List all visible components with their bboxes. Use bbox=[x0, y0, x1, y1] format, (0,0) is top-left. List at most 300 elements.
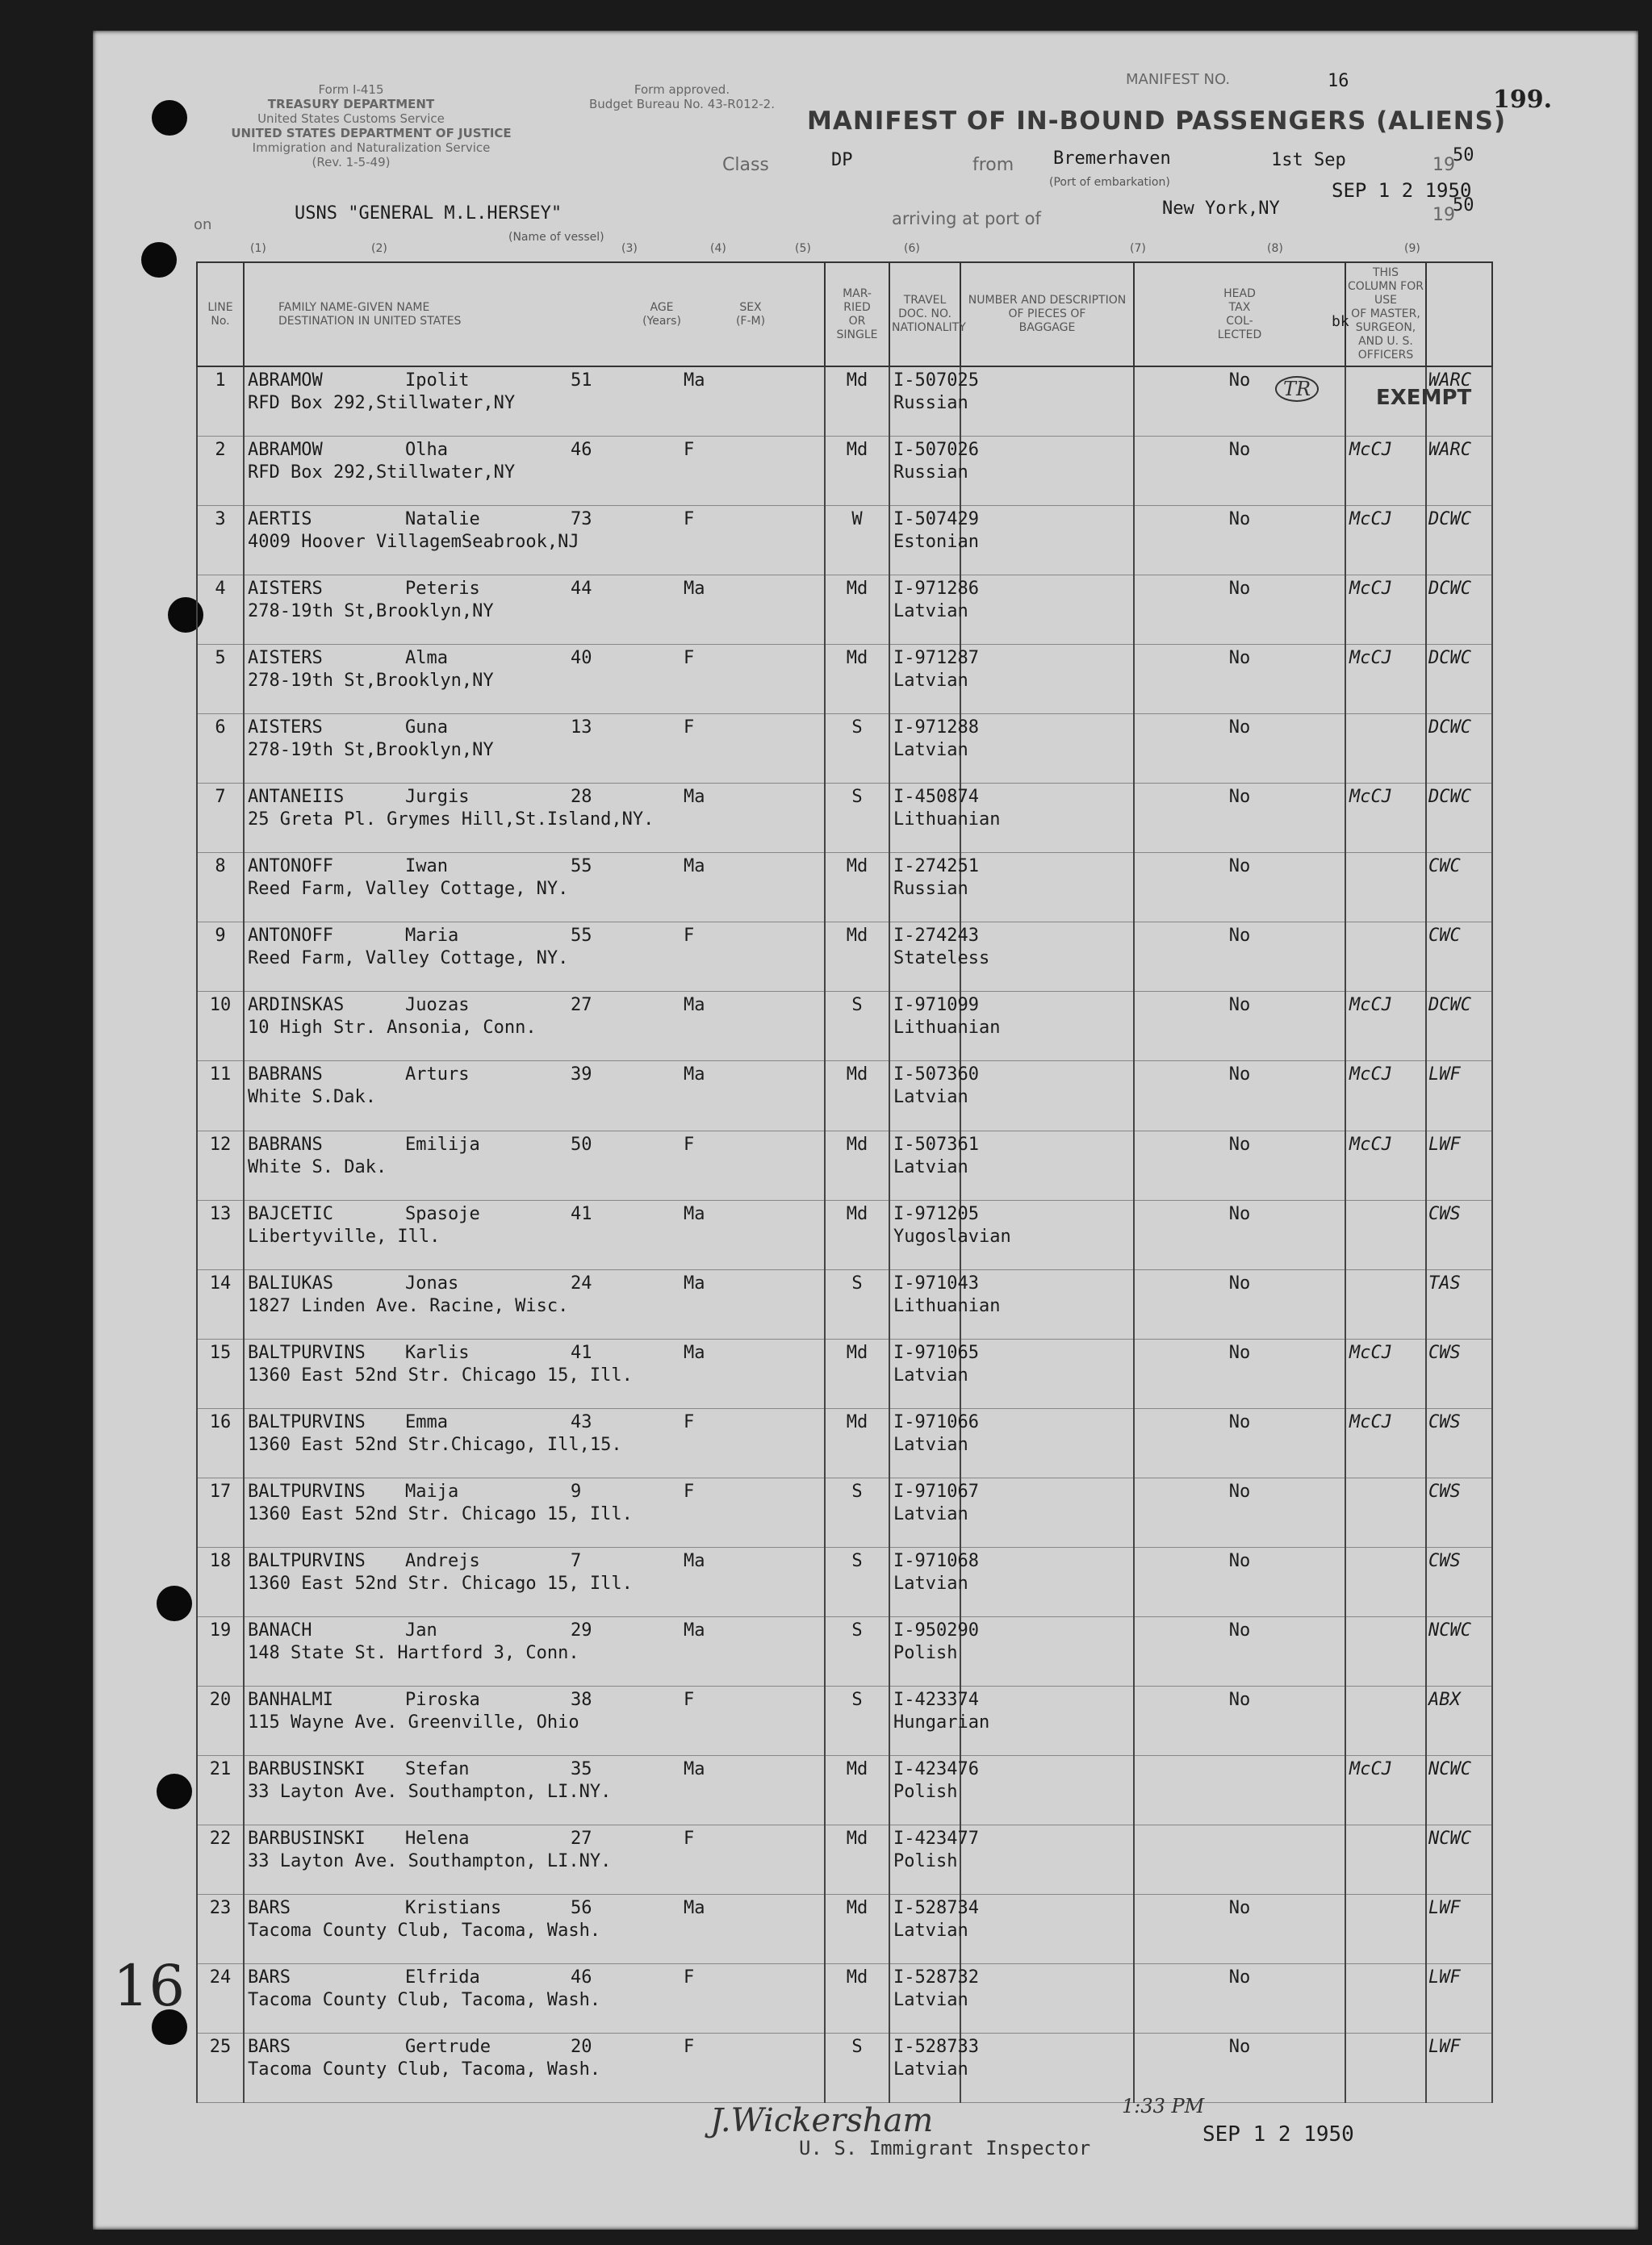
officer-initials bbox=[1345, 1616, 1426, 1686]
travel-doc-no: I-971065 bbox=[893, 1342, 979, 1363]
marital-status: Md bbox=[825, 575, 889, 645]
destination: White S.Dak. bbox=[248, 1087, 376, 1108]
passenger-cell bbox=[244, 575, 825, 645]
nationality: Latvian bbox=[893, 1434, 968, 1455]
col-number: (3) bbox=[621, 242, 638, 255]
head-tax: No bbox=[1134, 1131, 1345, 1200]
line-number: 13 bbox=[197, 1200, 244, 1269]
binder-hole bbox=[157, 1774, 192, 1809]
passenger-cell bbox=[244, 366, 825, 437]
travel-doc-cell bbox=[889, 1963, 979, 2033]
family-name: BARBUSINSKI bbox=[248, 1828, 366, 1849]
nationality: Latvian bbox=[893, 1087, 968, 1108]
destination: 115 Wayne Ave. Greenville, Ohio bbox=[248, 1712, 579, 1733]
marital-status: Md bbox=[825, 1200, 889, 1269]
nationality: Stateless bbox=[893, 948, 990, 969]
officer-initials bbox=[1345, 853, 1426, 922]
nationality: Yugoslavian bbox=[893, 1226, 1011, 1247]
sex: F bbox=[684, 1481, 695, 1502]
agency-code: DCWC bbox=[1426, 575, 1492, 645]
destination: 278-19th St,Brooklyn,NY bbox=[248, 601, 494, 622]
officer-initials bbox=[1345, 1894, 1426, 1963]
nationality: Latvian bbox=[893, 1989, 968, 2010]
destination: 33 Layton Ave. Southampton, LI.NY. bbox=[248, 1781, 612, 1802]
destination: 4009 Hoover VillagemSeabrook,NJ bbox=[248, 532, 579, 553]
travel-doc-cell bbox=[889, 1894, 979, 1963]
travel-doc-no: I-971067 bbox=[893, 1481, 979, 1502]
col-line: LINE No. bbox=[197, 262, 244, 366]
marital-status: S bbox=[825, 1547, 889, 1616]
nationality: Russian bbox=[893, 393, 968, 413]
age: 35 bbox=[571, 1758, 592, 1779]
table-row bbox=[197, 1339, 1492, 1408]
sex: F bbox=[684, 1134, 695, 1155]
destination: 278-19th St,Brooklyn,NY bbox=[248, 740, 494, 761]
head-tax: No bbox=[1134, 992, 1345, 1061]
agency-code: ABX bbox=[1426, 1686, 1492, 1755]
travel-doc-cell bbox=[889, 1478, 979, 1547]
table-header-row bbox=[197, 262, 1492, 366]
arrival-port: New York,NY bbox=[1162, 199, 1280, 219]
agency-code: LWF bbox=[1426, 2033, 1492, 2102]
col-married: MAR- RIED OR SINGLE bbox=[825, 262, 889, 366]
passenger-table bbox=[196, 261, 1493, 2103]
officer-initials bbox=[1345, 1269, 1426, 1339]
destination: White S. Dak. bbox=[248, 1156, 387, 1177]
given-name: Arturs bbox=[405, 1064, 470, 1085]
agency-code: WARC bbox=[1426, 437, 1492, 506]
nationality: Lithuanian bbox=[893, 1018, 1001, 1039]
travel-doc-no: I-450874 bbox=[893, 787, 979, 808]
travel-doc-no: I-971043 bbox=[893, 1273, 979, 1294]
passenger-cell bbox=[244, 922, 825, 992]
family-name: AERTIS bbox=[248, 509, 312, 530]
family-name: BALTPURVINS bbox=[248, 1411, 366, 1432]
agency-code: CWC bbox=[1426, 853, 1492, 922]
table-row bbox=[197, 1547, 1492, 1616]
head-tax: No bbox=[1134, 1408, 1345, 1478]
sex: F bbox=[684, 1411, 695, 1432]
line-number: 14 bbox=[197, 1269, 244, 1339]
travel-doc-no: I-971066 bbox=[893, 1411, 979, 1432]
justice-label: UNITED STATES DEPARTMENT OF JUSTICE bbox=[231, 126, 512, 140]
marital-status: Md bbox=[825, 645, 889, 714]
destination: 1360 East 52nd Str. Chicago 15, Ill. bbox=[248, 1365, 633, 1386]
marital-status: Md bbox=[825, 922, 889, 992]
family-name: ANTANEIIS bbox=[248, 787, 345, 808]
sex: Ma bbox=[684, 579, 705, 600]
age: 20 bbox=[571, 2036, 592, 2057]
baggage bbox=[960, 714, 1134, 784]
manifest-no: 16 bbox=[1328, 71, 1349, 91]
family-name: BALTPURVINS bbox=[248, 1481, 366, 1502]
given-name: Peteris bbox=[405, 579, 480, 600]
travel-doc-cell bbox=[889, 853, 979, 922]
given-name: Guna bbox=[405, 717, 448, 738]
line-number: 24 bbox=[197, 1963, 244, 2033]
table-row bbox=[197, 992, 1492, 1061]
passenger-cell bbox=[244, 1339, 825, 1408]
class-value: DP bbox=[831, 150, 853, 170]
officer-initials bbox=[1345, 714, 1426, 784]
line-number: 7 bbox=[197, 784, 244, 853]
age: 38 bbox=[571, 1689, 592, 1710]
passenger-cell bbox=[244, 1894, 825, 1963]
baggage bbox=[960, 1339, 1134, 1408]
line-number: 16 bbox=[197, 1408, 244, 1478]
destination: 1360 East 52nd Str.Chicago, Ill,15. bbox=[248, 1434, 622, 1455]
travel-doc-cell bbox=[889, 1200, 1011, 1269]
arriving-label: arriving at port of bbox=[892, 209, 1041, 228]
arrival-year-prefix: 19 bbox=[1432, 205, 1455, 225]
table-row bbox=[197, 784, 1492, 853]
col-name bbox=[244, 262, 825, 366]
agency-code: LWF bbox=[1426, 1061, 1492, 1131]
passenger-cell bbox=[244, 1200, 825, 1269]
col-officers: THIS COLUMN FOR USE OF MASTER, SURGEON, AND U. S. OFFICERS bbox=[1345, 262, 1426, 366]
nationality: Russian bbox=[893, 462, 968, 483]
marital-status: S bbox=[825, 1686, 889, 1755]
family-name: AISTERS bbox=[248, 648, 323, 669]
port-embarkation-caption: (Port of embarkation) bbox=[1049, 176, 1170, 189]
destination: Libertyville, Ill. bbox=[248, 1226, 441, 1247]
given-name: Spasoje bbox=[405, 1203, 480, 1224]
line-number: 3 bbox=[197, 506, 244, 575]
head-tax: No bbox=[1134, 437, 1345, 506]
age: 40 bbox=[571, 648, 592, 669]
line-number: 12 bbox=[197, 1131, 244, 1200]
travel-doc-cell bbox=[889, 1616, 979, 1686]
destination: 278-19th St,Brooklyn,NY bbox=[248, 671, 494, 692]
passenger-cell bbox=[244, 437, 825, 506]
given-name: Olha bbox=[405, 440, 448, 461]
family-name: AISTERS bbox=[248, 717, 323, 738]
page-number: 199. bbox=[1493, 86, 1553, 114]
sex: Ma bbox=[684, 370, 705, 391]
line-number: 18 bbox=[197, 1547, 244, 1616]
officer-initials: McCJ bbox=[1345, 506, 1426, 575]
table-row bbox=[197, 575, 1492, 645]
travel-doc-no: I-528733 bbox=[893, 2036, 979, 2057]
marital-status: Md bbox=[825, 1894, 889, 1963]
marital-status: S bbox=[825, 714, 889, 784]
baggage bbox=[960, 1894, 1134, 1963]
inspector-label: U. S. Immigrant Inspector bbox=[799, 2137, 1091, 2159]
travel-doc-no: I-507361 bbox=[893, 1134, 979, 1155]
officer-initials bbox=[1345, 1478, 1426, 1547]
travel-doc-no: I-950290 bbox=[893, 1620, 979, 1641]
destination: 25 Greta Pl. Grymes Hill,St.Island,NY. bbox=[248, 809, 655, 830]
nationality: Latvian bbox=[893, 1503, 968, 1524]
head-tax: No bbox=[1134, 1686, 1345, 1755]
arrival-year: 50 bbox=[1453, 195, 1474, 215]
nationality: Polish bbox=[893, 1781, 958, 1802]
treasury-label: TREASURY DEPARTMENT bbox=[267, 97, 435, 111]
nationality: Polish bbox=[893, 1642, 958, 1663]
age: 27 bbox=[571, 1828, 592, 1849]
marital-status: S bbox=[825, 1478, 889, 1547]
marital-status: Md bbox=[825, 1408, 889, 1478]
marital-status: Md bbox=[825, 1755, 889, 1825]
marital-status: S bbox=[825, 2033, 889, 2102]
given-name: Piroska bbox=[405, 1689, 480, 1710]
age: 44 bbox=[571, 579, 592, 600]
agency-code: CWS bbox=[1426, 1200, 1492, 1269]
family-name: ABRAMOW bbox=[248, 440, 323, 461]
travel-doc-no: I-423476 bbox=[893, 1758, 979, 1779]
customs-label: United States Customs Service bbox=[257, 111, 445, 126]
destination: 1360 East 52nd Str. Chicago 15, Ill. bbox=[248, 1503, 633, 1524]
table-row bbox=[197, 1825, 1492, 1894]
given-name: Maija bbox=[405, 1481, 459, 1502]
travel-doc-no: I-971205 bbox=[893, 1203, 979, 1224]
family-name: ABRAMOW bbox=[248, 370, 323, 391]
family-name: BARS bbox=[248, 2036, 291, 2057]
marital-status: S bbox=[825, 992, 889, 1061]
travel-doc-no: I-528732 bbox=[893, 1967, 979, 1988]
sex: F bbox=[684, 2036, 695, 2057]
travel-doc-cell bbox=[889, 784, 1001, 853]
family-name: BALIUKAS bbox=[248, 1273, 333, 1294]
sex: Ma bbox=[684, 1897, 705, 1918]
baggage bbox=[960, 575, 1134, 645]
marital-status: S bbox=[825, 1269, 889, 1339]
from-label: from bbox=[972, 155, 1014, 175]
table-row bbox=[197, 1686, 1492, 1755]
age: 73 bbox=[571, 509, 592, 530]
class-label: Class bbox=[722, 155, 769, 175]
col-sex-label: SEX (F-M) bbox=[735, 300, 766, 328]
marital-status: Md bbox=[825, 1963, 889, 2033]
travel-doc-cell bbox=[889, 1131, 979, 1200]
agency-code: DCWC bbox=[1426, 506, 1492, 575]
passenger-cell bbox=[244, 1686, 825, 1755]
travel-doc-cell bbox=[889, 506, 979, 575]
officer-initials: McCJ bbox=[1345, 992, 1426, 1061]
sex: F bbox=[684, 1689, 695, 1710]
family-name: ARDINSKAS bbox=[248, 995, 345, 1016]
family-name: AISTERS bbox=[248, 579, 323, 600]
family-name: ANTONOFF bbox=[248, 856, 333, 877]
destination: Tacoma County Club, Tacoma, Wash. bbox=[248, 2059, 601, 2080]
col-age-label: AGE (Years) bbox=[642, 300, 681, 328]
passenger-cell bbox=[244, 1825, 825, 1894]
travel-doc-no: I-971287 bbox=[893, 648, 979, 669]
family-name: BARBUSINSKI bbox=[248, 1758, 366, 1779]
officer-initials: McCJ bbox=[1345, 1131, 1426, 1200]
travel-doc-no: I-528734 bbox=[893, 1897, 979, 1918]
nationality: Latvian bbox=[893, 1156, 968, 1177]
officer-initials: McCJ bbox=[1345, 1408, 1426, 1478]
line-number: 17 bbox=[197, 1478, 244, 1547]
agency-code: DCWC bbox=[1426, 784, 1492, 853]
passenger-cell bbox=[244, 1616, 825, 1686]
destination: 10 High Str. Ansonia, Conn. bbox=[248, 1018, 537, 1039]
baggage bbox=[960, 437, 1134, 506]
revision-label: (Rev. 1-5-49) bbox=[312, 155, 391, 169]
sailing-year: 50 bbox=[1453, 145, 1474, 165]
travel-doc-no: I-274251 bbox=[893, 856, 979, 877]
given-name: Helena bbox=[405, 1828, 470, 1849]
line-number: 25 bbox=[197, 2033, 244, 2102]
sex: F bbox=[684, 648, 695, 669]
travel-doc-no: I-971286 bbox=[893, 579, 979, 600]
marital-status: Md bbox=[825, 366, 889, 437]
col-number: (8) bbox=[1267, 242, 1283, 255]
manifest-no-label: MANIFEST NO. bbox=[1126, 71, 1231, 88]
officer-initials bbox=[1345, 922, 1426, 992]
head-tax: No bbox=[1134, 784, 1345, 853]
age: 46 bbox=[571, 1967, 592, 1988]
travel-doc-no: I-971288 bbox=[893, 717, 979, 738]
family-name: BARS bbox=[248, 1897, 291, 1918]
agency-code: LWF bbox=[1426, 1894, 1492, 1963]
agency-code: NCWC bbox=[1426, 1755, 1492, 1825]
sex: F bbox=[684, 717, 695, 738]
age: 28 bbox=[571, 787, 592, 808]
destination: Tacoma County Club, Tacoma, Wash. bbox=[248, 1989, 601, 2010]
age: 51 bbox=[571, 370, 592, 391]
nationality: Latvian bbox=[893, 671, 968, 692]
binder-hole bbox=[152, 100, 187, 136]
officer-initials bbox=[1345, 1200, 1426, 1269]
table-row bbox=[197, 1061, 1492, 1131]
exempt-mark: EXEMPT bbox=[1376, 386, 1472, 410]
budget-bureau: Budget Bureau No. 43-R012-2. bbox=[589, 97, 775, 111]
nationality: Lithuanian bbox=[893, 1295, 1001, 1316]
nationality: Latvian bbox=[893, 1365, 968, 1386]
head-tax: No bbox=[1134, 506, 1345, 575]
travel-doc-no: I-507026 bbox=[893, 440, 979, 461]
col-number: (1) bbox=[250, 242, 266, 255]
tr-mark: TR bbox=[1275, 376, 1319, 402]
passenger-cell bbox=[244, 1963, 825, 2033]
baggage bbox=[960, 1755, 1134, 1825]
head-tax: No bbox=[1134, 853, 1345, 922]
baggage bbox=[960, 645, 1134, 714]
baggage bbox=[960, 1478, 1134, 1547]
vessel-caption: (Name of vessel) bbox=[508, 231, 604, 244]
binder-hole bbox=[141, 242, 177, 278]
margin-number: 16 bbox=[113, 1953, 186, 2019]
destination: Tacoma County Club, Tacoma, Wash. bbox=[248, 1920, 601, 1941]
sex: Ma bbox=[684, 856, 705, 877]
table-row bbox=[197, 1755, 1492, 1825]
sex: Ma bbox=[684, 1550, 705, 1571]
given-name: Alma bbox=[405, 648, 448, 669]
table-row bbox=[197, 1269, 1492, 1339]
baggage bbox=[960, 1963, 1134, 2033]
sex: Ma bbox=[684, 1620, 705, 1641]
nationality: Latvian bbox=[893, 601, 968, 622]
given-name: Andrejs bbox=[405, 1550, 480, 1571]
baggage bbox=[960, 506, 1134, 575]
officer-initials bbox=[1345, 1547, 1426, 1616]
travel-doc-cell bbox=[889, 922, 990, 992]
passenger-cell bbox=[244, 645, 825, 714]
age: 41 bbox=[571, 1342, 592, 1363]
given-name: Elfrida bbox=[405, 1967, 480, 1988]
sex: F bbox=[684, 509, 695, 530]
travel-doc-no: I-507025 bbox=[893, 370, 979, 391]
col-baggage: NUMBER AND DESCRIPTION OF PIECES OF BAGGAGE bbox=[960, 262, 1134, 366]
col-number: (2) bbox=[371, 242, 387, 255]
age: 24 bbox=[571, 1273, 592, 1294]
head-tax: No bbox=[1134, 1061, 1345, 1131]
table-row bbox=[197, 1963, 1492, 2033]
given-name: Gertrude bbox=[405, 2036, 491, 2057]
passenger-cell bbox=[244, 1408, 825, 1478]
sex: F bbox=[684, 926, 695, 947]
passenger-cell bbox=[244, 506, 825, 575]
officer-initials: McCJ bbox=[1345, 645, 1426, 714]
col-margin bbox=[1426, 262, 1492, 366]
marital-status: Md bbox=[825, 853, 889, 922]
agency-code: CWS bbox=[1426, 1547, 1492, 1616]
given-name: Jonas bbox=[405, 1273, 459, 1294]
table-row bbox=[197, 853, 1492, 922]
baggage bbox=[960, 366, 1134, 437]
baggage bbox=[960, 1616, 1134, 1686]
destination: 148 State St. Hartford 3, Conn. bbox=[248, 1642, 579, 1663]
nationality: Lithuanian bbox=[893, 809, 1001, 830]
travel-doc-no: I-971068 bbox=[893, 1550, 979, 1571]
travel-doc-cell bbox=[889, 437, 979, 506]
form-approved: Form approved. bbox=[634, 82, 730, 97]
age: 43 bbox=[571, 1411, 592, 1432]
sex: Ma bbox=[684, 1064, 705, 1085]
inspector-signature: J.Wickersham bbox=[710, 2102, 934, 2139]
passenger-cell bbox=[244, 1547, 825, 1616]
travel-doc-no: I-507429 bbox=[893, 509, 979, 530]
port-embarkation: Bremerhaven bbox=[1053, 148, 1171, 169]
table-row bbox=[197, 1616, 1492, 1686]
given-name: Stefan bbox=[405, 1758, 470, 1779]
marital-status: S bbox=[825, 1616, 889, 1686]
marital-status: Md bbox=[825, 1339, 889, 1408]
nationality: Hungarian bbox=[893, 1712, 990, 1733]
travel-doc-cell bbox=[889, 575, 979, 645]
line-number: 5 bbox=[197, 645, 244, 714]
agency-code: LWF bbox=[1426, 1131, 1492, 1200]
destination: Reed Farm, Valley Cottage, NY. bbox=[248, 879, 569, 900]
nationality: Latvian bbox=[893, 1573, 968, 1594]
travel-doc-cell bbox=[889, 1547, 979, 1616]
head-tax bbox=[1134, 1755, 1345, 1825]
age: 27 bbox=[571, 995, 592, 1016]
destination: Reed Farm, Valley Cottage, NY. bbox=[248, 948, 569, 969]
passenger-cell bbox=[244, 784, 825, 853]
line-number: 22 bbox=[197, 1825, 244, 1894]
agency-code: NCWC bbox=[1426, 1825, 1492, 1894]
age: 55 bbox=[571, 926, 592, 947]
line-number: 15 bbox=[197, 1339, 244, 1408]
officer-initials: McCJ bbox=[1345, 1755, 1426, 1825]
col-number: (9) bbox=[1404, 242, 1420, 255]
line-number: 4 bbox=[197, 575, 244, 645]
baggage bbox=[960, 1061, 1134, 1131]
agency-code: CWC bbox=[1426, 922, 1492, 992]
given-name: Karlis bbox=[405, 1342, 470, 1363]
table-row bbox=[197, 1894, 1492, 1963]
form-number: Form I-415 bbox=[318, 82, 384, 97]
officer-initials: McCJ bbox=[1345, 784, 1426, 853]
family-name: BANACH bbox=[248, 1620, 312, 1641]
head-tax: No bbox=[1134, 1269, 1345, 1339]
officer-initials: McCJ bbox=[1345, 575, 1426, 645]
sex: F bbox=[684, 1967, 695, 1988]
table-row bbox=[197, 714, 1492, 784]
